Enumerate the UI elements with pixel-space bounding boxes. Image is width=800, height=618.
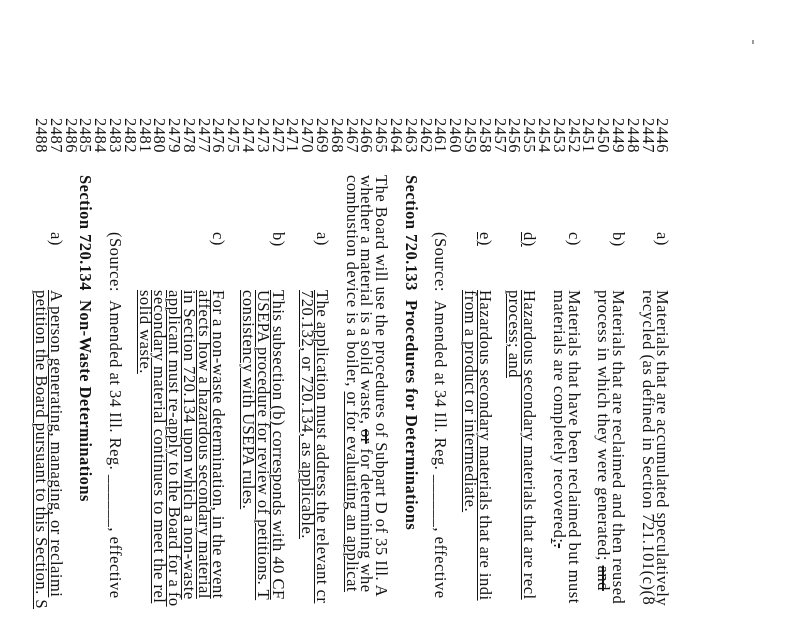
subsection-label: e) xyxy=(475,232,495,246)
line-number: 2460 xyxy=(446,118,466,153)
line-number: 2465 xyxy=(372,118,392,153)
inserted-text: solid waste. xyxy=(135,290,155,374)
inserted-text: USEPA procedure for review of petitions. T xyxy=(253,290,273,601)
line xyxy=(401,0,421,618)
text-run: whether a material is a solid waste, xyxy=(357,175,377,430)
line-text xyxy=(594,290,614,591)
line-number: 2488 xyxy=(31,118,51,153)
line-number: 2462 xyxy=(416,118,436,153)
line-number: 2486 xyxy=(61,118,81,153)
line-text xyxy=(638,290,658,606)
line-text xyxy=(549,290,569,549)
line-number: 2479 xyxy=(165,118,185,153)
line-text xyxy=(239,290,259,510)
subsection-label: c) xyxy=(564,232,584,246)
line xyxy=(431,0,451,618)
line-number: 2457 xyxy=(490,118,510,153)
deleted-text: . xyxy=(549,543,569,549)
text-run: Materials that are reclaimed and then reused xyxy=(609,290,629,605)
line xyxy=(594,0,614,618)
subsection-label: b) xyxy=(609,232,629,247)
line-number: 2477 xyxy=(194,118,214,153)
line-number: 2452 xyxy=(564,118,584,153)
line xyxy=(76,0,96,618)
deleted-text: and xyxy=(594,565,614,591)
text-run: Section 720.133 Procedures for Determinations xyxy=(401,175,421,531)
text-run: Section 720.134 Non-Waste Determinations xyxy=(76,175,96,502)
inserted-text: or for evaluating an applicat xyxy=(342,391,362,592)
text-run: recycled (as defined in Section 721.101(c)(8 xyxy=(638,290,658,606)
line-number: 2451 xyxy=(579,118,599,153)
text-run: The Board will use the procedures of Subpart D of 35 Ill. A xyxy=(372,175,392,598)
inserted-text: affects how a hazardous secondary material xyxy=(194,290,214,599)
subsection-label: a) xyxy=(313,232,333,246)
document-lines xyxy=(31,0,673,618)
deleted-text: or xyxy=(357,429,377,444)
text-run: combustion device is a boiler, xyxy=(342,175,362,392)
inserted-text: from a product or intermediate. xyxy=(461,290,481,513)
subsection-label: b) xyxy=(268,232,288,247)
line-text xyxy=(505,290,525,379)
line xyxy=(638,0,658,618)
inserted-text: in Section 720.134 upon which a non-waste xyxy=(179,290,199,600)
inserted-text: The application must address the relevant cr xyxy=(313,290,333,604)
line-number: 2461 xyxy=(431,118,451,153)
text-run: Materials that have been reclaimed but must xyxy=(564,290,584,604)
line xyxy=(135,0,155,618)
line-number: 2476 xyxy=(209,118,229,153)
line-number: 2482 xyxy=(120,118,140,153)
text-run: materials are completely recovered xyxy=(549,290,569,539)
subsection-label: d) xyxy=(520,232,540,247)
subsection-label: a) xyxy=(653,232,673,246)
inserted-text: ; xyxy=(549,538,569,544)
inserted-text: 720.132, or 720.134, as applicable. xyxy=(298,290,318,539)
line-number: 2487 xyxy=(46,118,66,153)
inserted-text: petition the Board pursuant to this Section. S xyxy=(31,290,51,610)
line-text xyxy=(31,290,51,610)
line-number: 2454 xyxy=(535,118,555,153)
line xyxy=(549,0,569,618)
line-number: 2456 xyxy=(505,118,525,153)
line-number: 2455 xyxy=(520,118,540,153)
line-text xyxy=(135,290,155,374)
line-number: 2468 xyxy=(327,118,347,153)
line-number: 2467 xyxy=(342,118,362,153)
line xyxy=(239,0,259,618)
inserted-text: Hazardous secondary materials that are recl xyxy=(520,290,540,600)
inserted-text: For a non-waste determination, in the event xyxy=(209,290,229,599)
line xyxy=(31,0,51,618)
line xyxy=(505,0,525,618)
text-run: (Source: Amended at 34 Ill. Reg. ______, effective xyxy=(105,232,125,599)
line-number: 2466 xyxy=(357,118,377,153)
line-number: 2485 xyxy=(76,118,96,153)
line-number: 2478 xyxy=(179,118,199,153)
subsection-label: a) xyxy=(46,232,66,246)
line xyxy=(105,0,125,618)
subsection-label: c) xyxy=(209,232,229,246)
line-number: 2453 xyxy=(549,118,569,153)
text-run: for determining whe xyxy=(357,443,377,593)
text-run: process in which they were generated; xyxy=(594,290,614,566)
line-number: 2459 xyxy=(461,118,481,153)
inserted-text: process; and xyxy=(505,290,525,379)
source-note xyxy=(431,232,451,599)
line-number: 2450 xyxy=(594,118,614,153)
line-number: 2470 xyxy=(298,118,318,153)
line-number: 2471 xyxy=(283,118,303,153)
inserted-text: secondary material continues to meet the rel xyxy=(150,290,170,604)
inserted-text: Hazardous secondary materials that are indi xyxy=(475,290,495,601)
line-number: 2463 xyxy=(401,118,421,153)
line-number: 2480 xyxy=(150,118,170,153)
line-number: 2458 xyxy=(475,118,495,153)
line xyxy=(298,0,318,618)
line-number: 2449 xyxy=(609,118,629,153)
scan-speck xyxy=(752,40,754,44)
inserted-text: consistency with USEPA rules. xyxy=(239,290,259,510)
inserted-text: This subsection (b) corresponds with 40 CF xyxy=(268,290,288,600)
line-number: 2474 xyxy=(239,118,259,153)
line xyxy=(461,0,481,618)
line-number: 2483 xyxy=(105,118,125,153)
line-number: 2448 xyxy=(623,118,643,153)
line-number: 2472 xyxy=(268,118,288,153)
line-number: 2469 xyxy=(313,118,333,153)
inserted-text: applicant must re-apply to the Board for a fo xyxy=(165,290,185,607)
inserted-text: A person generating, managing, or reclaimi xyxy=(46,290,66,598)
line-number: 2447 xyxy=(638,118,658,153)
line-number: 2464 xyxy=(387,118,407,153)
line xyxy=(342,0,362,618)
line-number: 2481 xyxy=(135,118,155,153)
line-number: 2475 xyxy=(224,118,244,153)
text-run: Materials that are accumulated speculatively xyxy=(653,290,673,607)
section-heading xyxy=(76,175,96,502)
line-number: 2484 xyxy=(91,118,111,153)
source-note xyxy=(105,232,125,599)
line-text xyxy=(461,290,481,513)
section-heading xyxy=(401,175,421,531)
line-text xyxy=(342,175,362,592)
line-number: 2446 xyxy=(653,118,673,153)
line-number: 2473 xyxy=(253,118,273,153)
text-run: (Source: Amended at 34 Ill. Reg. ______, effective xyxy=(431,232,451,599)
line-text xyxy=(298,290,318,539)
